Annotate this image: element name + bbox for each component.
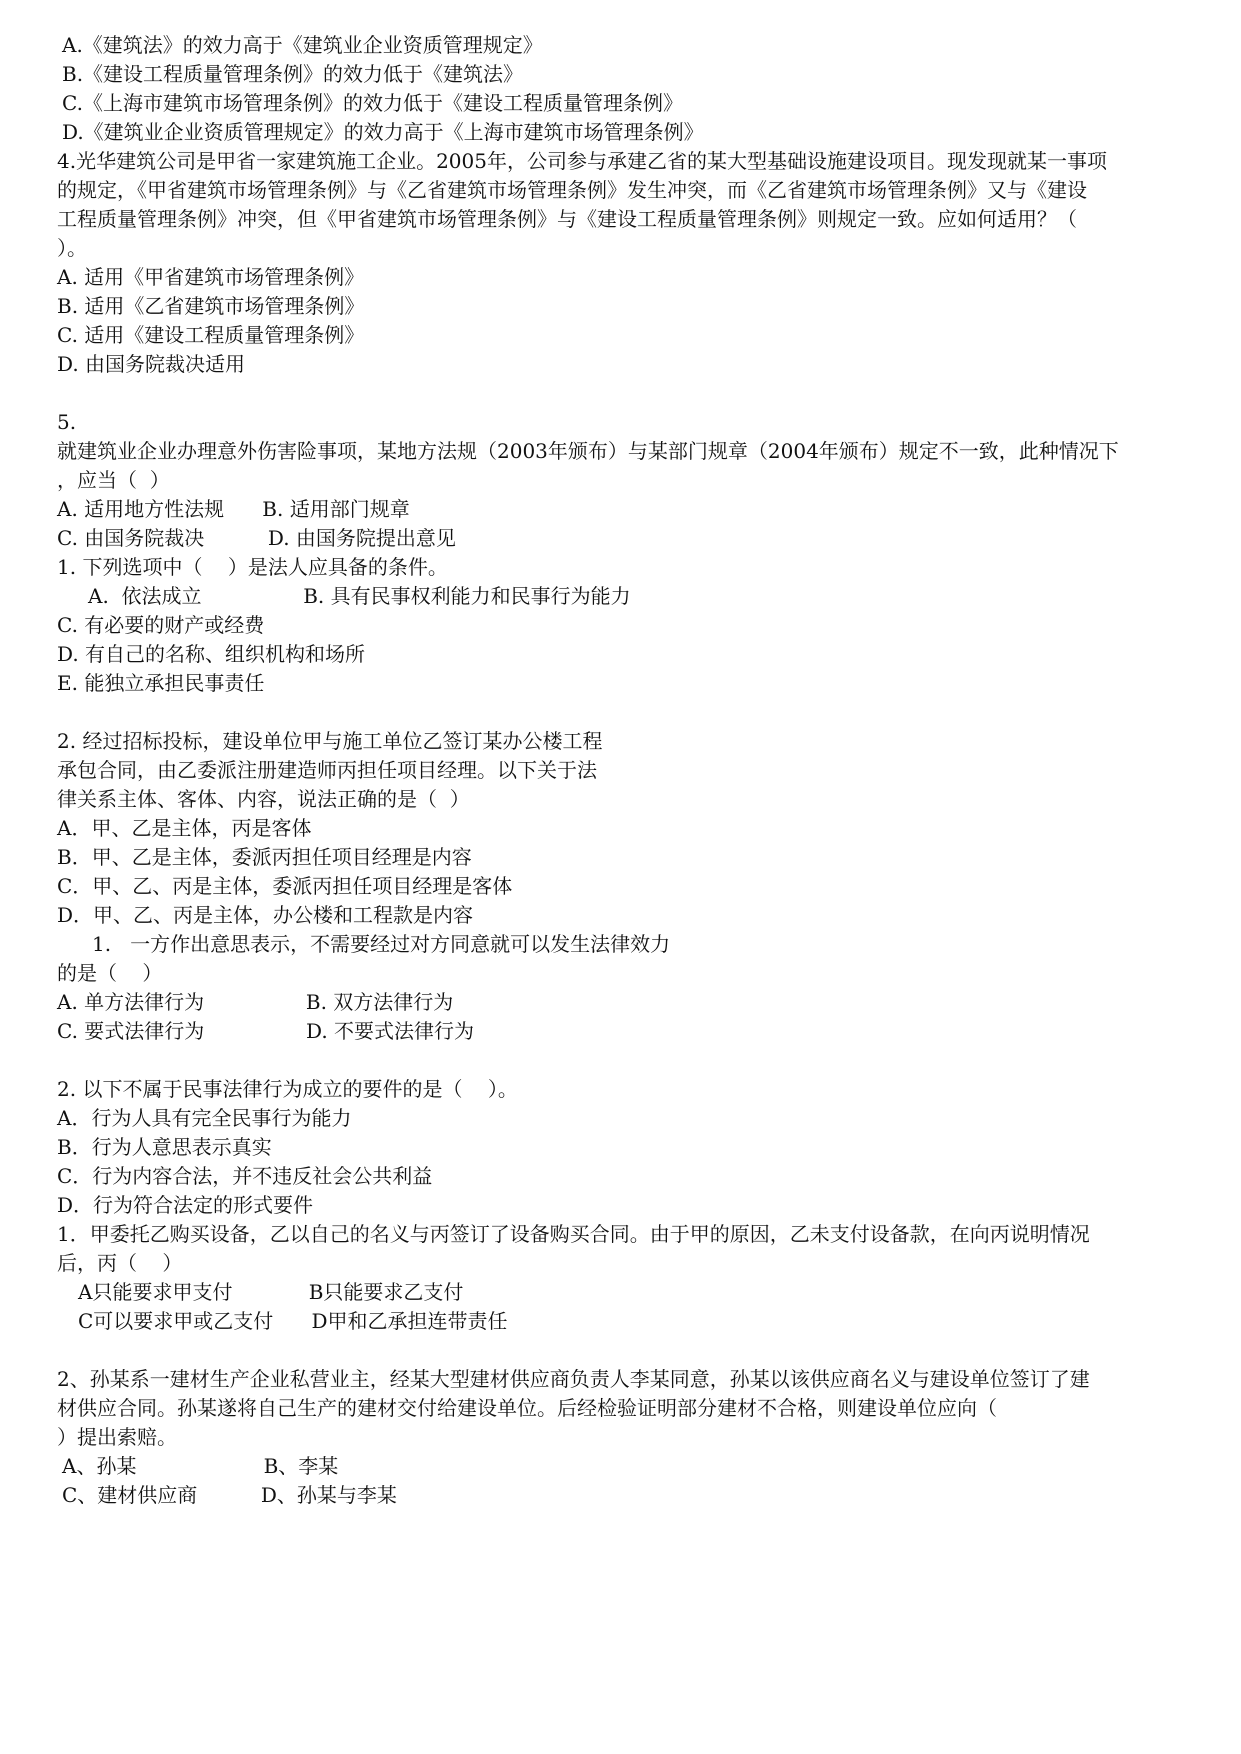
text-line: C、建材供应商 D、孙某与李某 xyxy=(62,1483,397,1507)
text-line: C可以要求甲或乙支付 D甲和乙承担连带责任 xyxy=(78,1309,508,1333)
text-line: C.《上海市建筑市场管理条例》的效力低于《建设工程质量管理条例》 xyxy=(62,91,683,115)
text-line: B. 适用《乙省建筑市场管理条例》 xyxy=(57,294,365,318)
text-line: 5. xyxy=(57,410,77,434)
text-line: ）提出索赔。 xyxy=(57,1425,177,1449)
text-line: B.《建设工程质量管理条例》的效力低于《建筑法》 xyxy=(62,62,524,86)
text-line: C．甲、乙、丙是主体，委派丙担任项目经理是客体 xyxy=(57,874,513,898)
text-line: D．甲、乙、丙是主体，办公楼和工程款是内容 xyxy=(57,903,474,927)
text-line: A. 适用地方性法规 B. 适用部门规章 xyxy=(57,497,410,521)
text-line: 的是（ ） xyxy=(57,961,163,985)
text-line: D. 由国务院裁决适用 xyxy=(57,352,246,376)
text-line: C. 要式法律行为 D. 不要式法律行为 xyxy=(57,1019,475,1043)
text-line: A. 依法成立 B. 具有民事权利能力和民事行为能力 xyxy=(88,584,631,608)
text-line: 工程质量管理条例》冲突，但《甲省建筑市场管理条例》与《建设工程质量管理条例》则规定一致。应如何适用？（ xyxy=(57,207,1077,231)
text-line: B．甲、乙是主体，委派丙担任项目经理是内容 xyxy=(57,845,472,869)
text-line: C．行为内容合法，并不违反社会公共利益 xyxy=(57,1164,433,1188)
text-line: 后，丙（ ） xyxy=(57,1251,183,1275)
text-line: ）。 xyxy=(57,236,87,260)
text-line: 的规定，《甲省建筑市场管理条例》与《乙省建筑市场管理条例》发生冲突，而《乙省建筑市场管理条例》又与《建设 xyxy=(57,178,1087,202)
text-line: 2. 经过招标投标，建设单位甲与施工单位乙签订某办公楼工程 xyxy=(57,729,603,753)
text-line: 律关系主体、客体、内容，说法正确的是（ ） xyxy=(57,787,470,811)
text-line: 1. 一方作出意思表示，不需要经过对方同意就可以发生法律效力 xyxy=(92,932,671,956)
text-line: 1. 下列选项中（ ）是法人应具备的条件。 xyxy=(57,555,448,579)
text-line: A. 单方法律行为 B. 双方法律行为 xyxy=(57,990,454,1014)
text-line: C. 适用《建设工程质量管理条例》 xyxy=(57,323,365,347)
text-line: 2. 以下不属于民事法律行为成立的要件的是（ ）。 xyxy=(57,1077,518,1101)
text-line: B．行为人意思表示真实 xyxy=(57,1135,272,1159)
text-line: A. 适用《甲省建筑市场管理条例》 xyxy=(57,265,365,289)
text-line: ，应当（ ） xyxy=(57,468,170,492)
text-line: 承包合同，由乙委派注册建造师丙担任项目经理。以下关于法 xyxy=(57,758,597,782)
text-line: A、孙某 B、李某 xyxy=(62,1454,339,1478)
text-line: 就建筑业企业办理意外伤害险事项，某地方法规（2003年颁布）与某部门规章（2004年颁布）规定不一致，此种情况下 xyxy=(57,439,1119,463)
text-line: D. 有自己的名称、组织机构和场所 xyxy=(57,642,366,666)
text-line: A.《建筑法》的效力高于《建筑业企业资质管理规定》 xyxy=(62,33,543,57)
text-line: C. 有必要的财产或经费 xyxy=(57,613,265,637)
text-line: 4.光华建筑公司是甲省一家建筑施工企业。2005年，公司参与承建乙省的某大型基础设施建设项目。现发现就某一事项 xyxy=(57,149,1107,173)
text-line: 1．甲委托乙购买设备，乙以自己的名义与丙签订了设备购买合同。由于甲的原因，乙未支付设备款，在向丙说明情况 xyxy=(57,1222,1090,1246)
text-line: 2、孙某系一建材生产企业私营业主，经某大型建材供应商负责人李某同意，孙某以该供应商名义与建设单位签订了建 xyxy=(57,1367,1090,1391)
text-line: A只能要求甲支付 B只能要求乙支付 xyxy=(78,1280,464,1304)
text-line: E. 能独立承担民事责任 xyxy=(57,671,265,695)
text-line: D．行为符合法定的形式要件 xyxy=(57,1193,314,1217)
text-line: C. 由国务院裁决 D. 由国务院提出意见 xyxy=(57,526,456,550)
text-line: A．甲、乙是主体，丙是客体 xyxy=(57,816,312,840)
text-line: D.《建筑业企业资质管理规定》的效力高于《上海市建筑市场管理条例》 xyxy=(62,120,704,144)
text-line: 材供应合同。孙某遂将自己生产的建材交付给建设单位。后经检验证明部分建材不合格，则建设单位应向（ xyxy=(57,1396,997,1420)
text-line: A．行为人具有完全民事行为能力 xyxy=(57,1106,352,1130)
